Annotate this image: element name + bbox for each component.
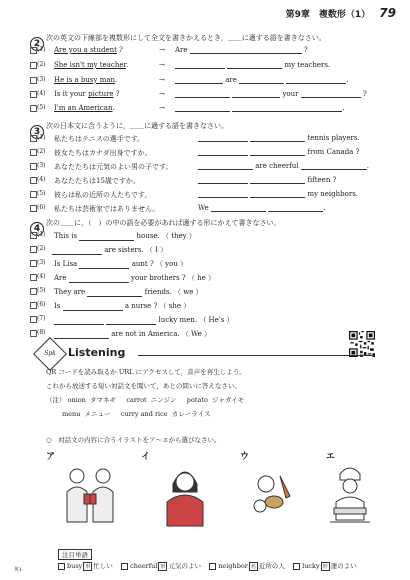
- answer-blank[interactable]: [198, 190, 248, 198]
- answer-blank[interactable]: [301, 162, 367, 170]
- illustration-woman-smiling: [155, 462, 215, 528]
- answer-blank[interactable]: [250, 190, 305, 198]
- s3-item-5: (5) 彼らは私の近所の人たちです。: [46, 190, 151, 200]
- s3-answer-5: my neighbors.: [198, 190, 358, 198]
- arrow-icon: →: [159, 61, 165, 69]
- s3-answer-1: tennis players.: [198, 134, 360, 142]
- checkbox[interactable]: [209, 563, 216, 570]
- section-2-instruction: 次の英文の下線部を複数形にして全文を書きかえるとき，＿＿に適する語を書きなさい。: [46, 34, 326, 42]
- checkbox[interactable]: [121, 563, 128, 570]
- section-4-instruction: 次の＿＿に，（ ）の中の語を必要があれば適する形にかえて書きなさい。: [46, 219, 281, 227]
- s3-answer-2: from Canada ?: [198, 148, 359, 156]
- answer-blank[interactable]: [69, 275, 129, 283]
- s4-item-1: (1) This is house. （ they ）: [46, 231, 196, 241]
- arrow-icon: →: [159, 104, 165, 112]
- s3-item-6: (6) 私たちは芸術家ではありません。: [46, 204, 159, 214]
- answer-blank[interactable]: [54, 317, 104, 325]
- listening-line-1: QR コードを読み取るか URL にアクセスして，音声を再生しよう。: [46, 368, 246, 376]
- answer-blank[interactable]: [250, 134, 305, 142]
- section-4-number: 4: [30, 216, 44, 236]
- page-number: 79: [379, 6, 396, 20]
- illustration-vegetables: [248, 462, 303, 528]
- section-3-instruction: 次の日本文に合うように，＿＿に適する語を書きなさい。: [46, 122, 228, 130]
- answer-blank[interactable]: [198, 134, 248, 142]
- answer-blank[interactable]: [175, 76, 223, 84]
- s4-item-8: (8) are not in America. （ We ）: [46, 329, 211, 339]
- answer-blank[interactable]: [87, 289, 142, 297]
- illustration-chef: [320, 462, 380, 528]
- answer-blank[interactable]: [106, 317, 156, 325]
- s3-item-4: (4) あなたたちは15歳ですか。: [46, 176, 140, 186]
- s4-item-7: (7) lucky men. （ He's ）: [46, 315, 234, 325]
- answer-blank[interactable]: [190, 46, 302, 54]
- answer-blank[interactable]: [301, 90, 361, 98]
- s3-item-2: (2) 彼女たちはカナダ出身ですか。: [46, 148, 152, 158]
- s2-answer-1: Are ?: [175, 46, 308, 54]
- option-label-u: ウ: [240, 452, 250, 462]
- option-label-e: エ: [326, 452, 336, 462]
- s3-item-3: (3) あなたたちは元気のよい男の子です。: [46, 162, 172, 172]
- answer-blank[interactable]: [198, 162, 253, 170]
- illustration-two-people-gift: [55, 462, 125, 528]
- answer-blank[interactable]: [79, 261, 129, 269]
- answer-blank[interactable]: [175, 90, 230, 98]
- vocab-row-2: menu メニュー curry and rice カレーライス: [62, 410, 211, 418]
- answer-blank[interactable]: [79, 233, 134, 241]
- s2-item-5: (5) I'm an American.: [46, 104, 115, 112]
- listening-header: [38, 346, 374, 362]
- s4-item-6: (6) Is a nurse ? （ she ）: [46, 301, 190, 311]
- answer-blank[interactable]: [63, 303, 123, 311]
- s3-answer-6: We .: [198, 204, 326, 212]
- section-2-number: 2: [30, 31, 44, 51]
- answer-blank[interactable]: [239, 76, 284, 84]
- answer-blank[interactable]: [268, 204, 323, 212]
- s2-item-1: (1) Are you a student ?: [46, 46, 123, 54]
- answer-blank[interactable]: [198, 176, 248, 184]
- s3-answer-4: fifteen ?: [198, 176, 336, 184]
- page-mark: 英1: [14, 567, 23, 573]
- key-words-row: busy 形 忙しい cheerful 形 元気のよい neighbor 名 近所の人 lucky 形 運のよい: [58, 561, 357, 571]
- s4-item-5: (5) They are friends. （ we ）: [46, 287, 203, 297]
- footer-label: 注目単語: [58, 549, 92, 560]
- listening-title: Listening: [68, 346, 126, 359]
- divider: [138, 355, 374, 356]
- option-label-a: ア: [46, 452, 56, 462]
- answer-blank[interactable]: [52, 247, 102, 255]
- s2-item-2: (2) She isn't my teacher.: [46, 61, 128, 69]
- listening-line-2: これから放送する短い対話文を聞いて，あとの問いに答えなさい。: [46, 382, 241, 390]
- answer-blank[interactable]: [250, 148, 305, 156]
- answer-blank[interactable]: [232, 104, 342, 112]
- chapter-title: 第9章 複数形（1）: [285, 10, 371, 20]
- listening-question: ○ 対話文の内容に合うイラストをア〜エから選びなさい。: [46, 436, 221, 444]
- s2-answer-2: my teachers.: [175, 61, 330, 69]
- s4-item-3: (3) Is Lisa aunt ? （ you ）: [46, 259, 187, 269]
- s3-answer-3: are cheerful .: [198, 162, 369, 170]
- answer-blank[interactable]: [175, 61, 225, 69]
- page-header: [286, 6, 396, 20]
- answer-blank[interactable]: [227, 61, 282, 69]
- s2-answer-4: your ?: [175, 90, 367, 98]
- section-3-number: 3: [30, 119, 44, 139]
- s3-item-1: (1) 私たちはテニスの選手です。: [46, 134, 144, 144]
- arrow-icon: →: [159, 90, 165, 98]
- answer-blank[interactable]: [198, 148, 248, 156]
- answer-blank[interactable]: [211, 204, 266, 212]
- answer-blank[interactable]: [232, 90, 280, 98]
- checkbox[interactable]: [293, 563, 300, 570]
- answer-blank[interactable]: [54, 331, 109, 339]
- answer-blank[interactable]: [286, 76, 346, 84]
- speaker-badge-icon: Spk: [33, 337, 67, 371]
- answer-blank[interactable]: [175, 104, 230, 112]
- arrow-icon: →: [159, 46, 165, 54]
- vocab-row-1: （注） onion タマネギ carrot ニンジン potato ジャガイモ: [46, 396, 245, 404]
- answer-blank[interactable]: [250, 176, 305, 184]
- checkbox[interactable]: [58, 563, 65, 570]
- arrow-icon: →: [159, 76, 165, 84]
- s2-item-4: (4) Is it your picture ?: [46, 90, 120, 98]
- s4-item-2: (2) are sisters. （ I ）: [46, 245, 167, 255]
- option-label-i: イ: [141, 452, 151, 462]
- s2-item-3: (3) He is a busy man.: [46, 76, 117, 84]
- s2-answer-3: are .: [175, 76, 349, 84]
- s4-item-4: (4) Are your brothers ? （ he ）: [46, 273, 215, 283]
- s2-answer-5: .: [175, 104, 344, 112]
